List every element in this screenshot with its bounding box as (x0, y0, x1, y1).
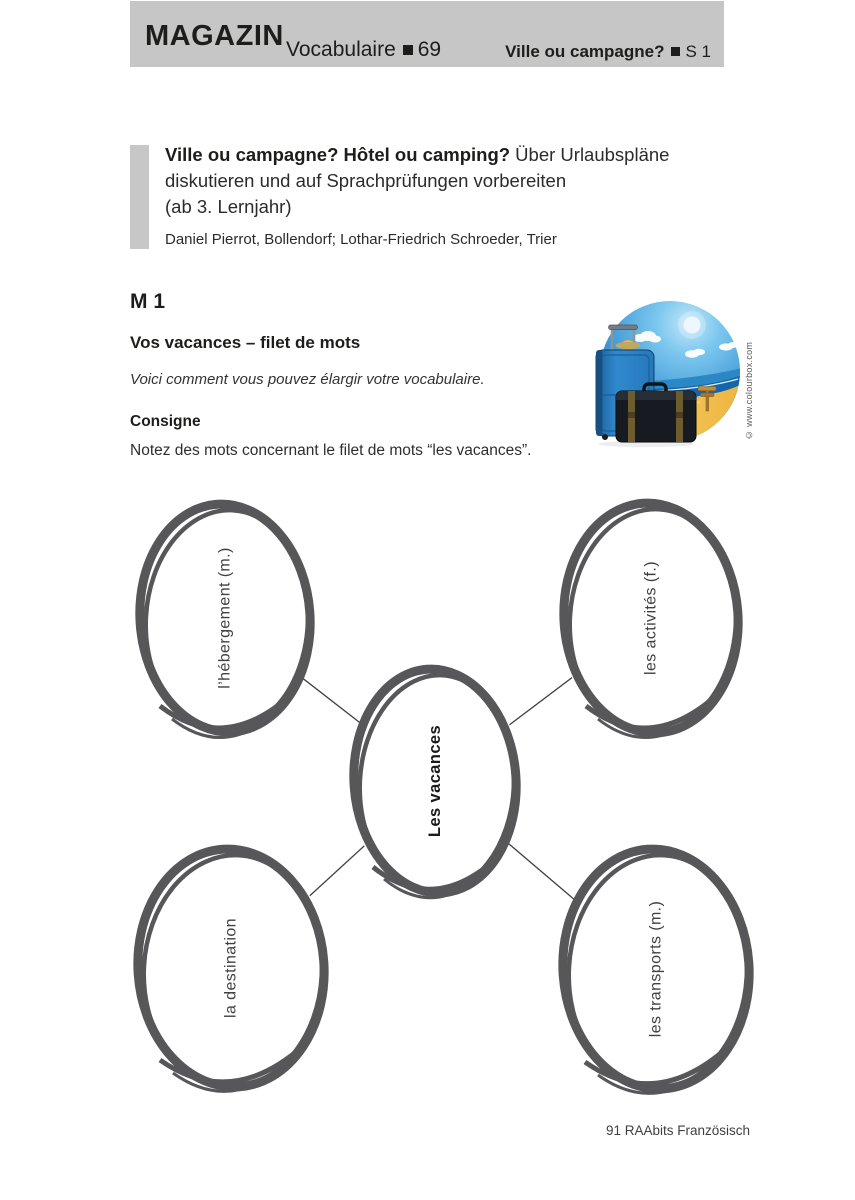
title-line2: diskutieren und auf Sprachprüfungen vorbereiten (165, 170, 567, 191)
image-credit: © www.colourbox.com (744, 341, 754, 440)
authors-line: Daniel Pierrot, Bollendorf; Lothar-Friedrich Schroeder, Trier (165, 231, 557, 248)
square-separator-icon (403, 45, 413, 55)
title-bold: Ville ou campagne? Hôtel ou camping? (165, 144, 511, 165)
sun-icon (684, 317, 701, 334)
header-section (286, 38, 441, 62)
node-label: les transports (m.) (647, 900, 665, 1038)
material-intro: Voici comment vous pouvez élargir votre vocabulaire. (130, 371, 485, 388)
black-suitcase-icon (616, 384, 696, 442)
topic-label: Ville ou campagne? (505, 42, 665, 61)
node-activites (556, 497, 746, 739)
beach-suitcases-illustration (588, 300, 748, 450)
issue-number: 69 (417, 38, 442, 61)
page-label: S 1 (685, 42, 711, 61)
title-line3: (ab 3. Lernjahr) (165, 196, 292, 217)
page-title (165, 142, 825, 220)
material-heading: Vos vacances – filet de mots (130, 333, 361, 352)
node-vacances-center (346, 664, 523, 899)
title-rest: Über Urlaubspläne (510, 144, 670, 165)
consigne-label: Consigne (130, 413, 201, 430)
node-transports (555, 843, 757, 1095)
word-web-diagram (0, 480, 855, 1130)
material-code: M 1 (130, 290, 166, 313)
square-separator-icon (671, 47, 680, 56)
node-label: les activités (f.) (642, 561, 660, 675)
node-label: l’hébergement (m.) (216, 547, 234, 689)
consigne-text: Notez des mots concernant le filet de mots “les vacances”. (130, 442, 532, 459)
section-label: Vocabulaire (286, 38, 396, 61)
node-label: la destination (222, 918, 240, 1018)
imprint-line: 91 RAAbits Französisch (606, 1123, 751, 1138)
title-side-rule (130, 145, 149, 249)
magazine-logo: MAGAZIN (145, 20, 284, 52)
center-node-label: Les vacances (426, 724, 444, 838)
header-bar (130, 1, 724, 67)
node-destination (130, 843, 332, 1093)
node-hebergement (132, 498, 317, 737)
header-topic (505, 42, 711, 62)
